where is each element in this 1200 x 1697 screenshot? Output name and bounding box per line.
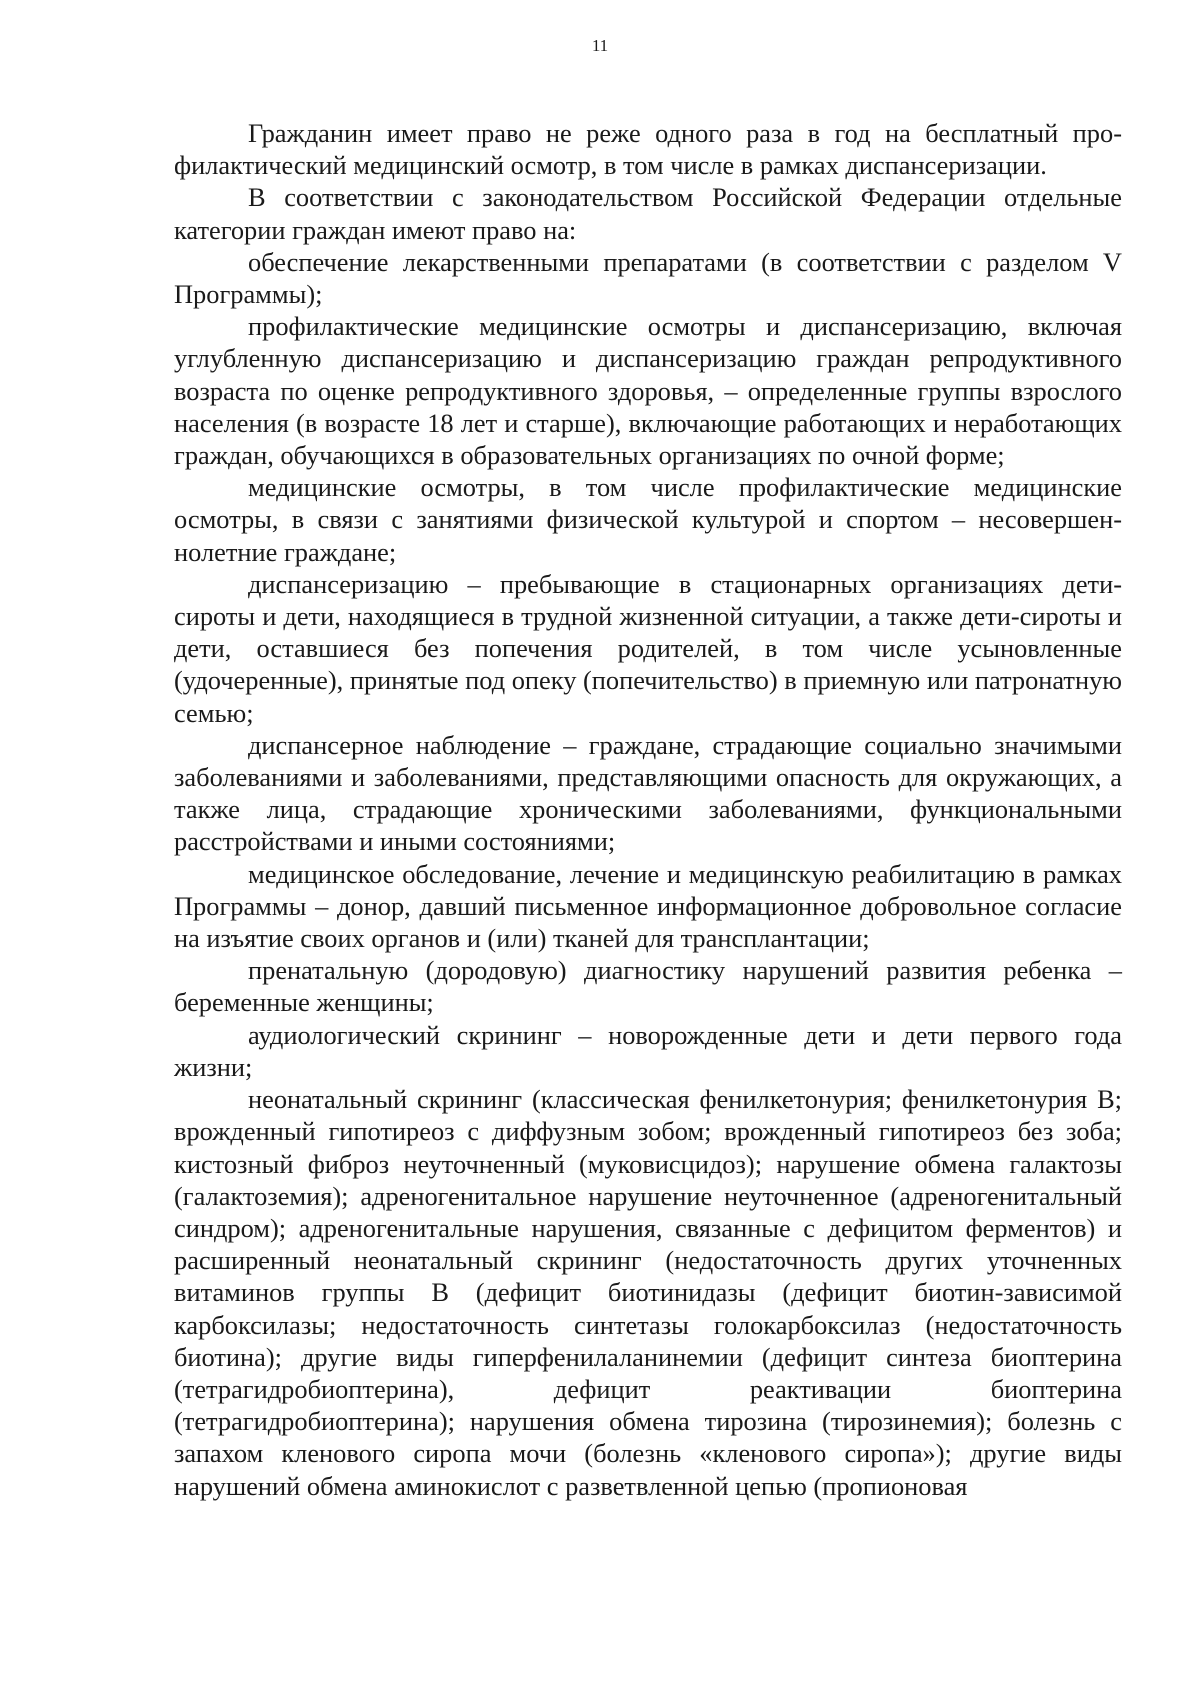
paragraph-categories-intro: В соответствии с законодательством Российской Федерации отдельные категории граждан имеют право на: (174, 182, 1122, 245)
paragraph-medical-exams-minors: медицинские осмотры, в том числе профилактические медицинские осмотры, в связи с занятиями физической культурой и спортом – несовершеннолетние граждане; (174, 472, 1122, 567)
paragraph-audiological-screening: аудиологический скрининг – новорожденные дети и дети первого года жизни; (174, 1019, 1122, 1082)
paragraph-donor-rehabilitation: медицинское обследование, лечение и медицинскую реабилитацию в рамках Программы – донор, давший письменное информационное добровольное согласие на изъятие своих органов и (или) тканей для трансплантации; (174, 858, 1122, 954)
paragraph-dispensary-observation: диспансерное наблюдение – граждане, страдающие социально значимыми заболеваниями и заболеваниями, представляющими опасность для окружающих, а также лица, страдающие хроническими заболеваниями, функциональными расстройствами и иными состояниями; (174, 729, 1122, 857)
paragraph-medication-provision: обеспечение лекарственными препаратами (в соответствии с разделом V Программы); (174, 246, 1122, 310)
paragraph-right-to-checkup: Гражданин имеет право не реже одного раза в год на бесплатный профилактический медицинский осмотр, в том числе в рамках диспансеризации. (174, 118, 1122, 181)
document-body (174, 117, 1122, 1502)
paragraph-neonatal-screening: неонатальный скрининг (классическая фенилкетонурия; фенилкетонурия B; врожденный гипотиреоз с диффузным зобом; врожденный гипотиреоз без зоба; кистозный фиброз неуточненный (муковисцидоз); нарушение обмена галактозы (галактоземия); адреногенитальное нарушение неуточненное (адреногенитальный синдром); адреногенитальные нарушения, связанные с дефицитом ферментов) и расширенный неонатальный скрининг (недостаточность других уточненных витаминов группы B (дефицит биотинидазы (дефицит биотин-зависимой карбоксилазы; недостаточность синтетазы голокарбоксилаз (недостаточность биотина); другие виды гиперфенилаланинемии (дефицит синтеза биоптерина (тетрагидробиоптерина), дефицит реактивации биоптерина (тетрагидробиоптерина); нарушения обмена тирозина (тирозинемия); болезнь с запахом кленового сиропа мочи (болезнь «кленового сиропа»); другие виды нарушений обмена аминокислот с разветвленной цепью (пропионовая (174, 1084, 1122, 1501)
paragraph-prenatal-diagnostics: пренатальную (дородовую) диагностику нарушений развития ребенка – беременные женщины; (174, 955, 1122, 1018)
page-number: 11 (591, 36, 609, 55)
paragraph-orphans-dispensary: диспансеризацию – пребывающие в стационарных организациях дети-сироты и дети, находящиеся в трудной жизненной ситуации, а также дети-сироты и дети, оставшиеся без попечения родителей, в том числе усыновленные (удочеренные), принятые под опеку (попечительство) в приемную или патронатную семью; (174, 568, 1122, 728)
paragraph-preventive-exams: профилактические медицинские осмотры и диспансеризацию, включая углубленную диспансеризацию и диспансеризацию граждан репродуктивного возраста по оценке репродуктивного здоровья, – определенные группы взрослого населения (в возрасте 18 лет и старше), включающие работающих и неработающих граждан, обучающихся в образовательных организациях по очной форме; (174, 311, 1122, 471)
